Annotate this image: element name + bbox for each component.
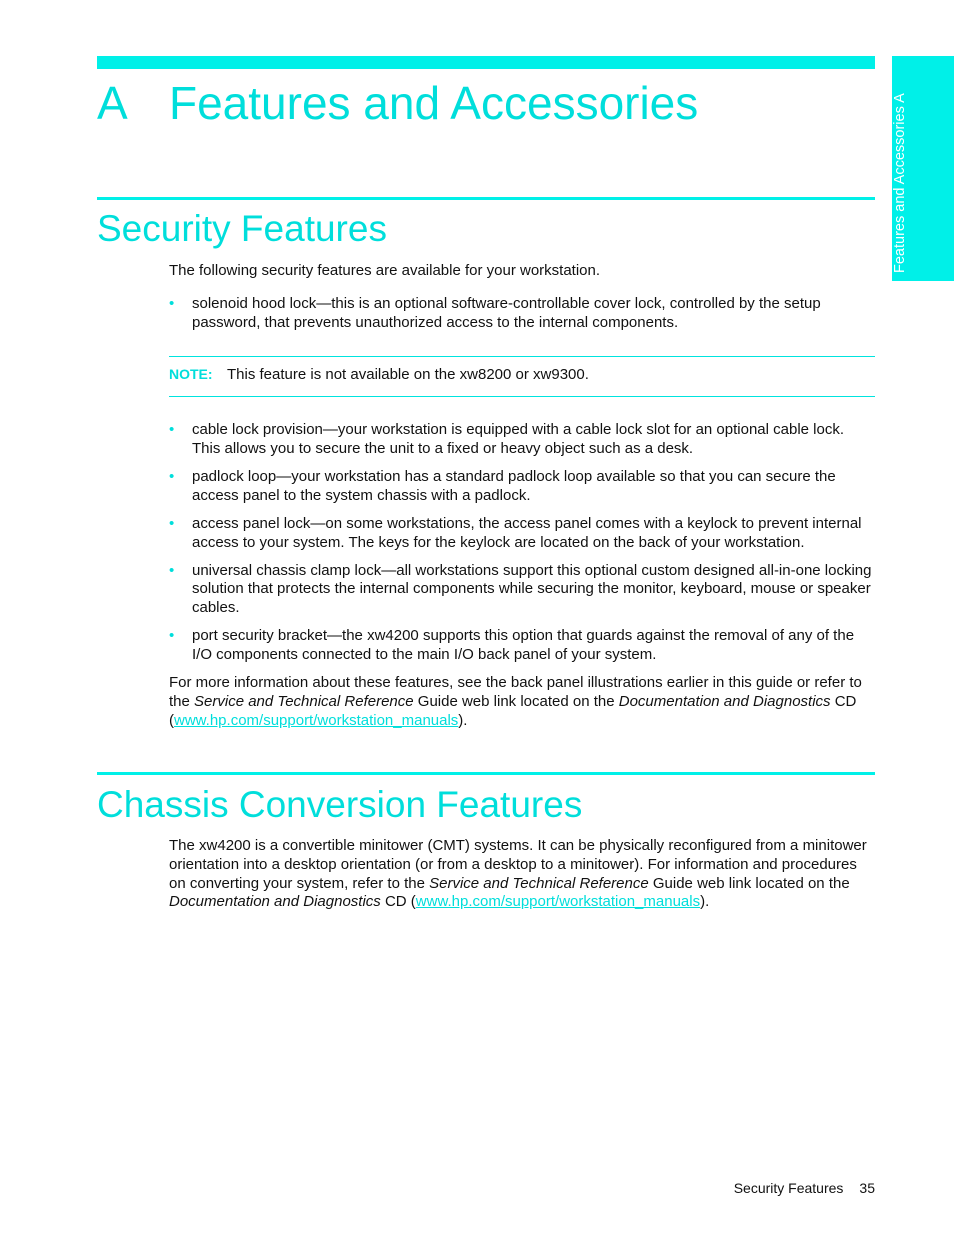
- list-item: [169, 515, 874, 553]
- chassis-text: ).: [700, 893, 710, 911]
- bullet-icon: •: [169, 627, 175, 645]
- chapter-header-bar: [97, 56, 875, 69]
- chapter-title: [97, 76, 698, 130]
- security-intro: The following security features are available for your workstation.: [169, 262, 601, 279]
- bullet-icon: •: [169, 467, 175, 485]
- note-callout: [169, 365, 589, 384]
- list-item: [169, 468, 874, 506]
- chapter-side-tab[interactable]: [892, 56, 954, 281]
- list-item-text: padlock loop—your workstation has a standard padlock loop available so that you can secure the access panel to the system chassis with a padlock.: [192, 467, 836, 504]
- more-info-text: CD (: [169, 692, 857, 729]
- section-divider: [97, 197, 875, 200]
- list-item: [169, 421, 874, 459]
- bullet-icon: •: [169, 561, 175, 579]
- chassis-text: CD (: [380, 893, 416, 911]
- section-title-security: Security Features: [97, 208, 387, 249]
- list-item: [169, 295, 874, 333]
- cd-title: Documentation and Diagnostics: [618, 692, 831, 710]
- section-divider: [97, 772, 875, 775]
- note-text: This feature is not available on the xw8200 or xw9300.: [227, 366, 589, 383]
- workstation-manuals-link[interactable]: www.hp.com/support/workstation_manuals: [415, 893, 701, 911]
- list-item-text: port security bracket—the xw4200 supports this option that guards against the removal of any of the I/O components connected to the main I/O back panel of your system.: [192, 627, 855, 664]
- list-item-text: solenoid hood lock—this is an optional software-controllable cover lock, controlled by the setup password, that prevents unauthorized access to the internal components.: [192, 295, 821, 331]
- security-bullet-list-2: [169, 421, 874, 674]
- list-item: [169, 562, 874, 618]
- list-item-text: access panel lock—on some workstations, the access panel comes with a keylock to prevent internal access to your system. The keys for the keylock are located on the back of your workstation.: [192, 514, 862, 551]
- more-info-text: Guide web link located on the: [413, 692, 619, 710]
- security-bullet-list-1: [169, 295, 874, 342]
- chapter-title-text: Features and Accessories: [169, 77, 699, 129]
- chapter-letter: A: [97, 77, 128, 129]
- security-more-info: [169, 674, 874, 730]
- page-number: 35: [859, 1180, 875, 1196]
- workstation-manuals-link[interactable]: www.hp.com/support/workstation_manuals: [174, 711, 459, 729]
- footer-section: Security Features: [733, 1180, 844, 1196]
- reference-title: Service and Technical Reference: [429, 874, 649, 892]
- list-item-text: universal chassis clamp lock—all workstations support this optional custom designed all-in-one locking solution that protects the internal components while securing the monitor, keyboard, mouse or speaker cables.: [192, 561, 872, 617]
- reference-title: Service and Technical Reference: [194, 692, 414, 710]
- note-bottom-rule: [169, 396, 875, 397]
- side-tab-label: Features and Accessories A: [892, 93, 908, 273]
- bullet-icon: •: [169, 295, 175, 312]
- chassis-body: [169, 837, 874, 912]
- chassis-text: The xw4200 is a convertible minitower (CMT) systems. It can be physically reconfigured from a minitower orientation into a desktop orientation (or from a desktop to a minitower). For information and procedures on converting your system, refer to the: [169, 837, 867, 892]
- list-item-text: cable lock provision—your workstation is equipped with a cable lock slot for an optional cable lock. This allows you to secure the unit to a fixed or heavy object such as a desk.: [192, 421, 845, 457]
- section-title-chassis: Chassis Conversion Features: [97, 784, 583, 825]
- note-label: NOTE:: [169, 366, 213, 382]
- more-info-text: For more information about these features, see the back panel illustrations earlier in this guide or refer to the: [169, 674, 862, 710]
- list-item: [169, 627, 874, 665]
- note-top-rule: [169, 356, 875, 357]
- chassis-text: Guide web link located on the: [648, 874, 850, 892]
- page-footer: [734, 1180, 875, 1196]
- more-info-text: ).: [458, 711, 468, 729]
- bullet-icon: •: [169, 421, 175, 438]
- bullet-icon: •: [169, 514, 175, 532]
- cd-title: Documentation and Diagnostics: [169, 893, 381, 911]
